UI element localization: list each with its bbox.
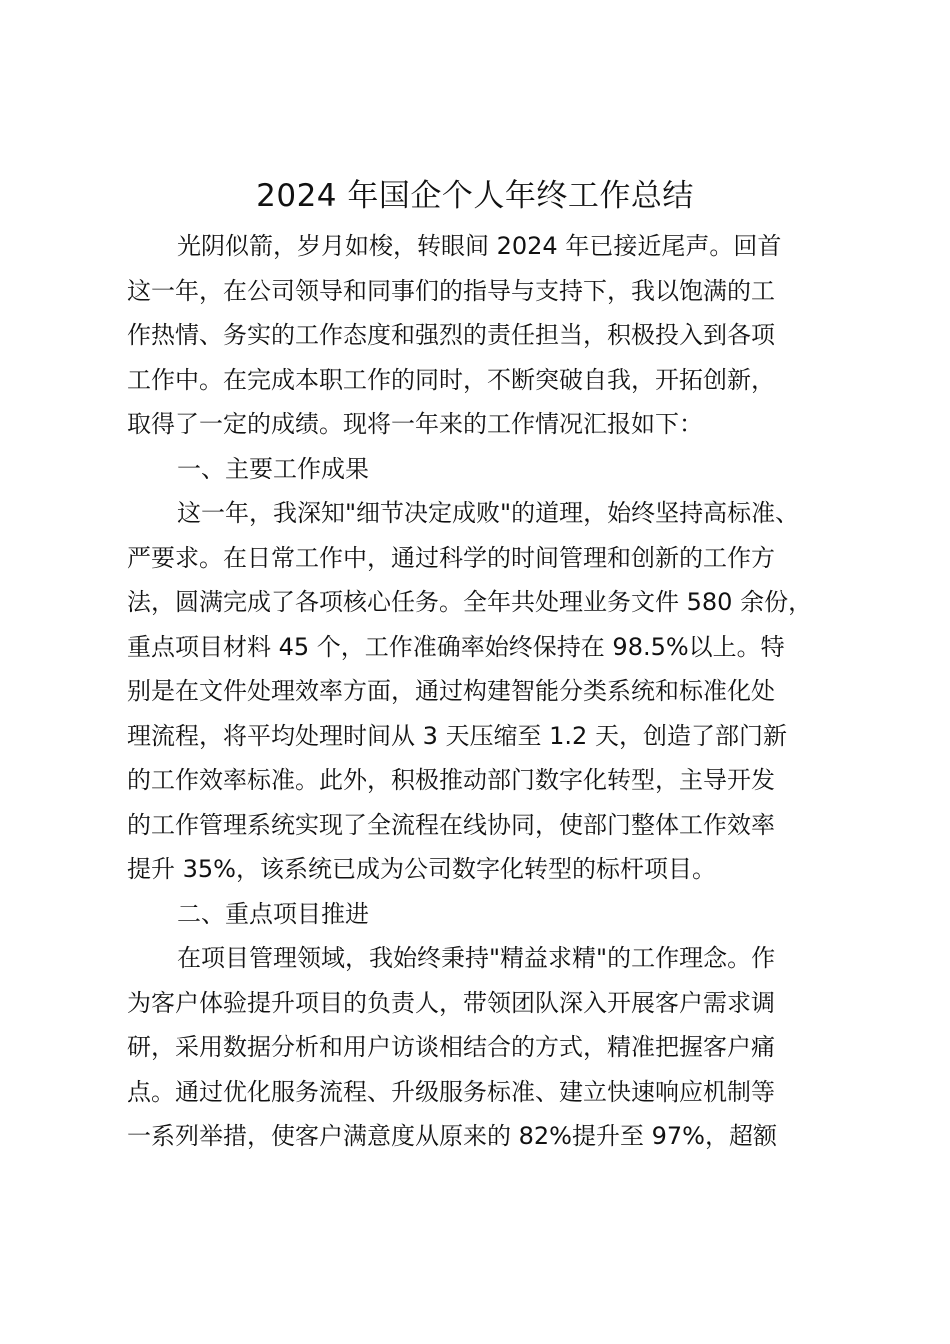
- text-line: 工作中。在完成本职工作的同时，不断突破自我，开拓创新，: [127, 365, 775, 394]
- text-line: 二、重点项目推进: [177, 899, 369, 928]
- text-line: 一、主要工作成果: [177, 454, 369, 483]
- text-line: 这一年，我深知"细节决定成败"的道理，始终坚持高标准、: [177, 499, 800, 527]
- text-line: 作热情、务实的工作态度和强烈的责任担当，积极投入到各项: [127, 321, 775, 349]
- document-body: [127, 224, 823, 1159]
- document-title: 2024 年国企个人年终工作总结: [256, 178, 694, 214]
- text-line: 研，采用数据分析和用户访谈相结合的方式，精准把握客户痛: [127, 1033, 775, 1061]
- text-line: 重点项目材料 45 个，工作准确率始终保持在 98.5%以上。特: [127, 632, 785, 661]
- text-line: 的工作管理系统实现了全流程在线协同，使部门整体工作效率: [127, 810, 775, 839]
- text-line: 理流程，将平均处理时间从 3 天压缩至 1.2 天，创造了部门新: [127, 721, 787, 750]
- text-line: 的工作效率标准。此外，积极推动部门数字化转型，主导开发: [127, 766, 775, 794]
- text-line: 一系列举措，使客户满意度从原来的 82%提升至 97%，超额: [127, 1122, 777, 1150]
- text-line: 光阴似箭，岁月如梭，转眼间 2024 年已接近尾声。回首: [177, 232, 782, 260]
- text-line: 取得了一定的成绩。现将一年来的工作情况汇报如下：: [127, 410, 703, 438]
- text-line: 法，圆满完成了各项核心任务。全年共处理业务文件 580 余份，: [127, 588, 813, 616]
- text-line: 点。通过优化服务流程、升级服务标准、建立快速响应机制等: [127, 1077, 775, 1106]
- text-line: 这一年，在公司领导和同事们的指导与支持下，我以饱满的工: [127, 276, 775, 305]
- text-line: 严要求。在日常工作中，通过科学的时间管理和创新的工作方: [127, 543, 775, 572]
- text-line: 在项目管理领域，我始终秉持"精益求精"的工作理念。作: [177, 944, 776, 972]
- text-line: 提升 35%，该系统已成为公司数字化转型的标杆项目。: [127, 855, 716, 883]
- text-line: 别是在文件处理效率方面，通过构建智能分类系统和标准化处: [127, 677, 775, 705]
- text-line: 为客户体验提升项目的负责人，带领团队深入开展客户需求调: [127, 988, 775, 1017]
